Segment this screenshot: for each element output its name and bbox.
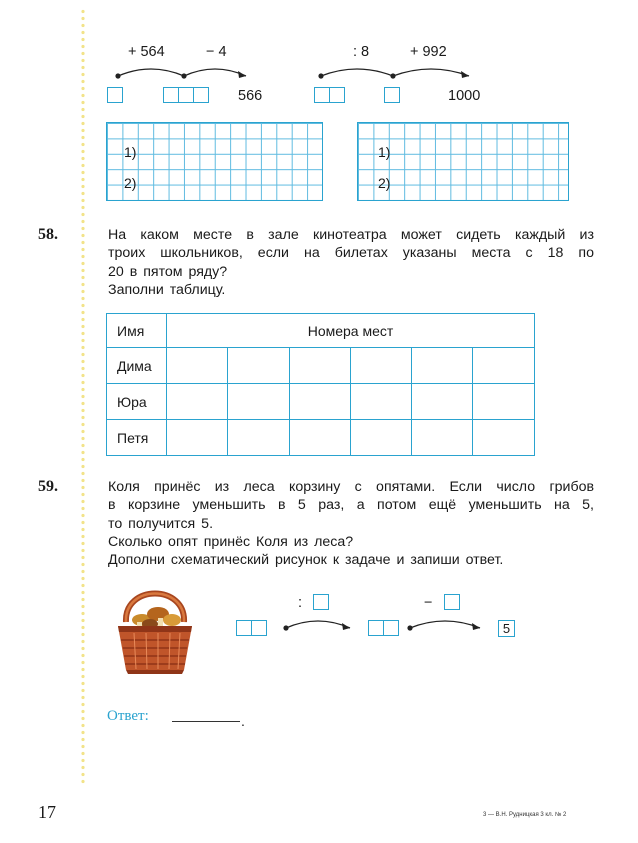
answer-box[interactable] (444, 594, 460, 610)
answer-label: Ответ: (107, 708, 149, 724)
table-header-row (107, 314, 535, 348)
table-row (107, 420, 535, 456)
seat-cell[interactable] (228, 420, 289, 456)
text-line: Сколько опят принёс Коля из леса? (108, 533, 354, 550)
grid-left[interactable] (106, 122, 323, 201)
text-line: Заполни таблицу. (108, 281, 226, 298)
header-name: Имя (107, 314, 167, 348)
answer-box[interactable] (329, 87, 345, 103)
seat-cell[interactable] (289, 348, 350, 384)
seat-cell[interactable] (167, 348, 228, 384)
result-box: 5 (498, 620, 515, 637)
scheme-left-op2: − 4 (206, 44, 227, 60)
answer-box[interactable] (107, 87, 123, 103)
seat-cell[interactable] (473, 384, 535, 420)
scheme-right-arcs (315, 58, 475, 82)
seat-cell[interactable] (350, 384, 411, 420)
grid-right[interactable] (357, 122, 569, 201)
answer-box[interactable] (314, 87, 330, 103)
task58-text (108, 226, 594, 299)
answer-box[interactable] (251, 620, 267, 636)
task-number: 59. (38, 478, 58, 495)
basket-icon (114, 578, 196, 676)
seat-cell[interactable] (228, 348, 289, 384)
grid-left-step1: 1) (124, 144, 137, 160)
scheme-left-op1: + 564 (128, 44, 165, 60)
text-line: На каком месте в зале кинотеатра может сидеть каждый из (108, 227, 594, 243)
answer-box[interactable] (368, 620, 384, 636)
seat-cell[interactable] (412, 384, 473, 420)
scheme-right-result: 1000 (448, 88, 481, 104)
answer-box[interactable] (313, 594, 329, 610)
grid-left-step2: 2) (124, 175, 137, 191)
scheme-right-op1: : 8 (353, 44, 370, 60)
seat-cell[interactable] (412, 348, 473, 384)
grid-right-step2: 2) (378, 175, 391, 191)
answer-dot: . (241, 713, 245, 729)
answer-box[interactable] (236, 620, 252, 636)
table-row (107, 384, 535, 420)
scheme59-op2: − (424, 595, 433, 611)
text-line: Коля принёс из леса корзину с опятами. Если число грибов (108, 479, 594, 495)
scheme59-op1: : (298, 595, 303, 611)
row-name: Юра (107, 384, 167, 420)
scheme-left-arcs (112, 58, 252, 82)
seat-cell[interactable] (289, 420, 350, 456)
answer-box[interactable] (163, 87, 179, 103)
seat-cell[interactable] (167, 384, 228, 420)
footer-credit: 3 — В.Н. Рудницкая 3 кл. № 2 (483, 812, 567, 818)
margin-dotted-line (80, 8, 86, 786)
row-name: Петя (107, 420, 167, 456)
scheme-right-op2: + 992 (410, 44, 447, 60)
answer-box[interactable] (178, 87, 194, 103)
text-line: троих школьников, если на билетах указаны места с 18 по (108, 245, 594, 262)
text-line: Дополни схематический рисунок к задаче и запиши ответ. (108, 552, 504, 569)
page-number: 17 (38, 802, 56, 822)
seat-cell[interactable] (412, 420, 473, 456)
seat-cell[interactable] (167, 420, 228, 456)
seat-cell[interactable] (228, 384, 289, 420)
answer-box[interactable] (193, 87, 209, 103)
task59-text (108, 478, 594, 569)
seat-cell[interactable] (350, 420, 411, 456)
table-row (107, 348, 535, 384)
text-line: в корзине уменьшить в 5 раз, а потом ещё уменьшить на 5, (108, 497, 594, 514)
seats-table (106, 313, 535, 456)
answer-line[interactable] (172, 721, 240, 722)
task-number: 58. (38, 226, 58, 243)
grid-right-step1: 1) (378, 144, 391, 160)
row-name: Дима (107, 348, 167, 384)
seat-cell[interactable] (289, 384, 350, 420)
seat-cell[interactable] (473, 420, 535, 456)
answer-box[interactable] (384, 87, 400, 103)
seat-cell[interactable] (350, 348, 411, 384)
header-seats: Номера мест (167, 314, 535, 348)
text-line: то получится 5. (108, 515, 214, 532)
answer-box[interactable] (383, 620, 399, 636)
seat-cell[interactable] (473, 348, 535, 384)
scheme-left-result: 566 (238, 88, 263, 104)
text-line: 20 в пятом ряду? (108, 263, 228, 280)
